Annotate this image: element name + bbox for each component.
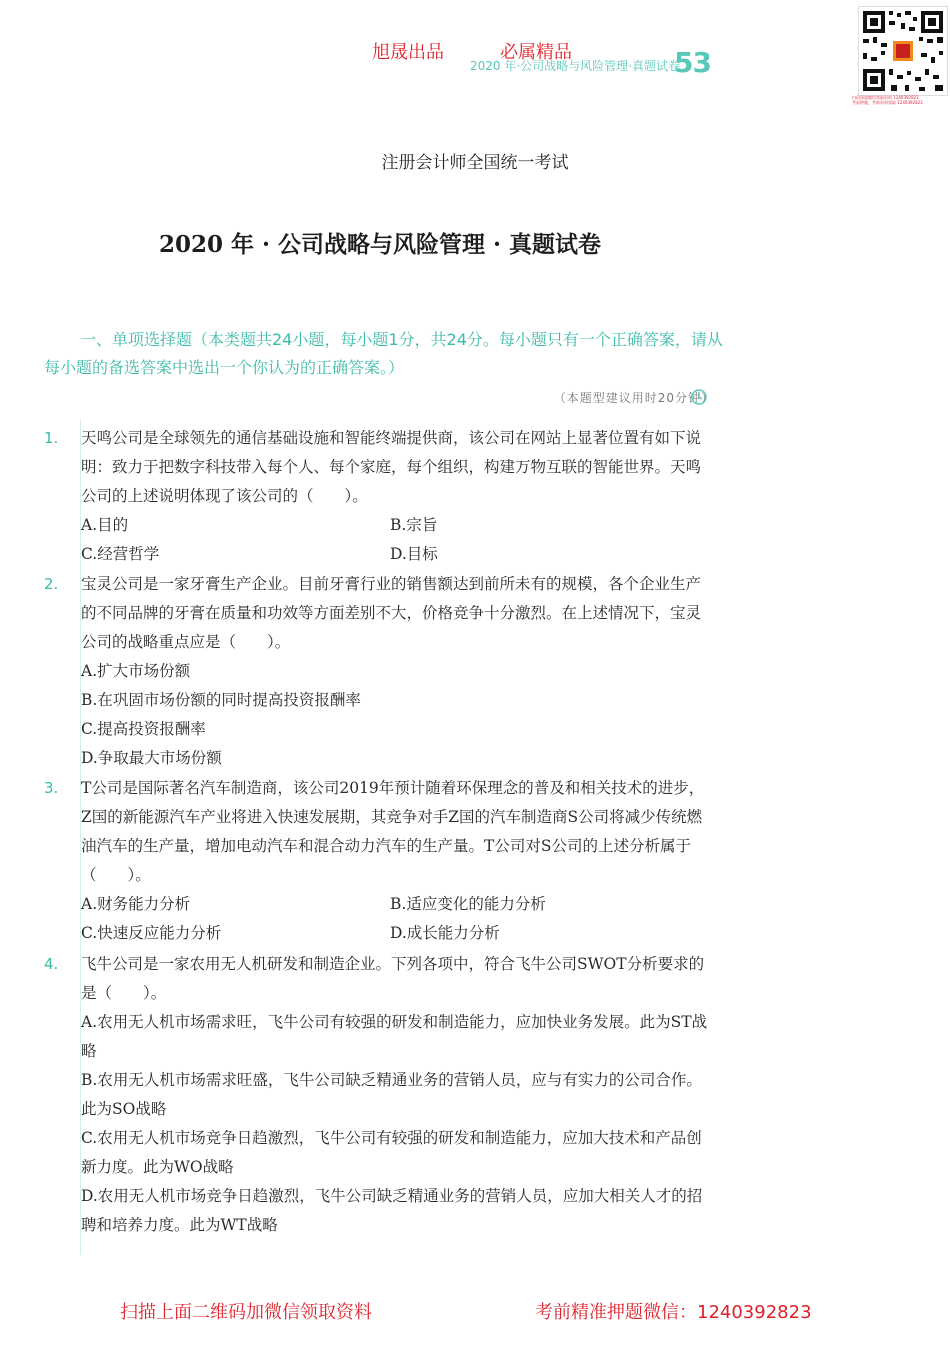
question-text: 宝灵公司是一家牙膏生产企业。目前牙膏行业的销售额达到前所未有的规模，各个企业生产的不同品牌的牙膏在质量和功效等方面差别不大，价格竞争十分激烈。在上述情况下，宝灵公司的战略重点应是（ ）。 xyxy=(81,575,702,651)
option-c[interactable]: C.农用无人机市场竞争日趋激烈，飞牛公司有较强的研发和制造能力，应加大技术和产品创新力度。此为WO战略 xyxy=(81,1129,702,1176)
page-title: 2020 年 · 公司战略与风险管理 · 真题试卷 xyxy=(158,231,602,258)
header-subtitle: 2020 年·公司战略与风险管理·真题试卷 xyxy=(470,59,680,73)
time-hint: （本题型建议用时20分钟） xyxy=(553,391,714,405)
qr-code-icon[interactable] xyxy=(858,6,948,96)
option-c[interactable]: C.经营哲学 xyxy=(81,545,160,563)
option-a[interactable]: A.财务能力分析 xyxy=(81,895,191,913)
footer-left: 扫描上面二维码加微信领取资料 xyxy=(120,1302,372,1323)
qr-caption xyxy=(852,95,948,105)
question-text: 飞牛公司是一家农用无人机研发和制造企业。下列各项中，符合飞牛公司SWOT分析要求的是（ ）。 xyxy=(81,955,705,1002)
section-heading: 一、单项选择题（本类题共24小题，每小题1分，共24分。每小题只有一个正确答案，请从每小题的备选答案中选出一个你认为的正确答案。） xyxy=(44,330,723,377)
qr-caption-line1: 扫码添加微信领取资料 1240392823 xyxy=(852,95,919,100)
option-b[interactable]: B.宗旨 xyxy=(390,516,438,534)
option-d[interactable]: D.争取最大市场份额 xyxy=(81,749,222,767)
question-text: T公司是国际著名汽车制造商，该公司2019年预计随着环保理念的普及和相关技术的进步，Z国的新能源汽车产业将进入快速发展期，其竞争对手Z国的汽车制造商S公司将减少传统燃油汽车的生产量，增加电动汽车和混合动力汽车的生产量。T公司对S公司的上述分析属于（ ）。 xyxy=(81,779,705,884)
brand-right: 必属精品 xyxy=(500,42,572,63)
option-a[interactable]: A.扩大市场份额 xyxy=(81,662,191,680)
option-d[interactable]: D.农用无人机市场竞争日趋激烈，飞牛公司缺乏精通业务的营销人员，应加大相关人才的招聘和培养力度。此为WT战略 xyxy=(81,1187,703,1234)
question-number: 3. xyxy=(44,779,59,797)
qr-caption-line2: 考前押题，考前资料领取 1240392823 xyxy=(852,100,923,105)
question-number: 4. xyxy=(44,955,59,973)
clock-icon xyxy=(690,388,708,406)
footer-right: 考前精准押题微信：1240392823 xyxy=(535,1302,812,1323)
brand-left: 旭晟出品 xyxy=(372,42,444,63)
option-b[interactable]: B.适应变化的能力分析 xyxy=(390,895,546,913)
option-b[interactable]: B.农用无人机市场需求旺盛，飞牛公司缺乏精通业务的营销人员，应与有实力的公司合作。此为SO战略 xyxy=(81,1071,702,1118)
logo-53: 53 xyxy=(674,46,711,79)
option-a[interactable]: A.农用无人机市场需求旺，飞牛公司有较强的研发和制造能力，应加快业务发展。此为ST战略 xyxy=(81,1013,708,1060)
option-b[interactable]: B.在巩固市场份额的同时提高投资报酬率 xyxy=(81,691,361,709)
option-d[interactable]: D.目标 xyxy=(390,545,438,563)
option-a[interactable]: A.目的 xyxy=(81,516,129,534)
option-c[interactable]: C.快速反应能力分析 xyxy=(81,924,222,942)
option-d[interactable]: D.成长能力分析 xyxy=(390,924,500,942)
exam-name: 注册会计师全国统一考试 xyxy=(381,153,569,173)
question-number: 1. xyxy=(44,429,59,447)
option-c[interactable]: C.提高投资报酬率 xyxy=(81,720,206,738)
question-number: 2. xyxy=(44,575,59,593)
question-text: 天鸣公司是全球领先的通信基础设施和智能终端提供商，该公司在网站上显著位置有如下说明：致力于把数字科技带入每个人、每个家庭，每个组织，构建万物互联的智能世界。天鸣公司的上述说明体现了该公司的（ ）。 xyxy=(81,429,702,505)
